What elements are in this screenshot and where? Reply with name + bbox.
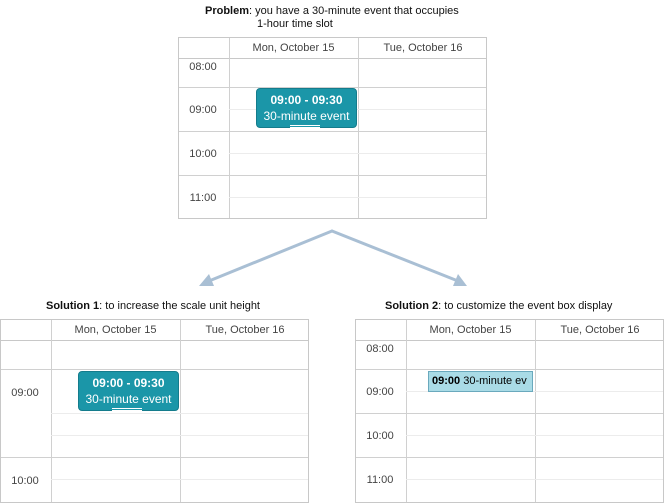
event-time: 09:00 - 09:30 <box>270 93 343 107</box>
day-header-tue: Tue, October 16 <box>383 42 463 54</box>
solution1-caption <box>46 299 260 313</box>
event-time: 09:00 - 09:30 <box>92 376 165 390</box>
solution2-label: Solution 2 <box>385 300 439 312</box>
problem-text-line2: 1-hour time slot <box>257 18 333 30</box>
day-header-tue: Tue, October 16 <box>205 324 285 336</box>
solution2-calendar <box>355 319 664 503</box>
solution1-calendar <box>0 319 309 503</box>
event-box[interactable] <box>428 371 533 392</box>
event-title: 30-minute ev <box>463 375 527 387</box>
event-time: 09:00 <box>432 375 461 387</box>
solution2-text: : to customize the event box display <box>438 300 613 312</box>
event-title: 30-minute event <box>85 392 172 406</box>
event-box[interactable] <box>78 371 179 411</box>
solution1-text: : to increase the scale unit height <box>99 300 260 312</box>
problem-label: Problem <box>205 5 250 17</box>
event-title: 30-minute event <box>263 109 350 123</box>
time-label: 10:00 <box>11 475 39 487</box>
time-label: 09:00 <box>366 386 394 398</box>
time-label: 09:00 <box>189 104 217 116</box>
arrow-left-shaft <box>209 231 332 281</box>
solution1-label: Solution 1 <box>46 300 100 312</box>
event-underline <box>112 408 142 411</box>
time-label: 11:00 <box>366 474 394 486</box>
problem-text-line1: : you have a 30-minute event that occupies <box>249 5 459 17</box>
time-label: 10:00 <box>189 148 217 160</box>
day-header-mon: Mon, October 15 <box>429 324 512 336</box>
solution2-caption <box>385 299 612 313</box>
arrow-right-shaft <box>332 231 458 281</box>
time-label: 11:00 <box>189 192 217 204</box>
time-label: 09:00 <box>11 387 39 399</box>
time-label: 08:00 <box>189 61 217 73</box>
time-label: 10:00 <box>366 430 394 442</box>
day-header-mon: Mon, October 15 <box>74 324 157 336</box>
time-label: 08:00 <box>366 343 394 355</box>
day-header-mon: Mon, October 15 <box>252 42 335 54</box>
day-header-tue: Tue, October 16 <box>560 324 640 336</box>
